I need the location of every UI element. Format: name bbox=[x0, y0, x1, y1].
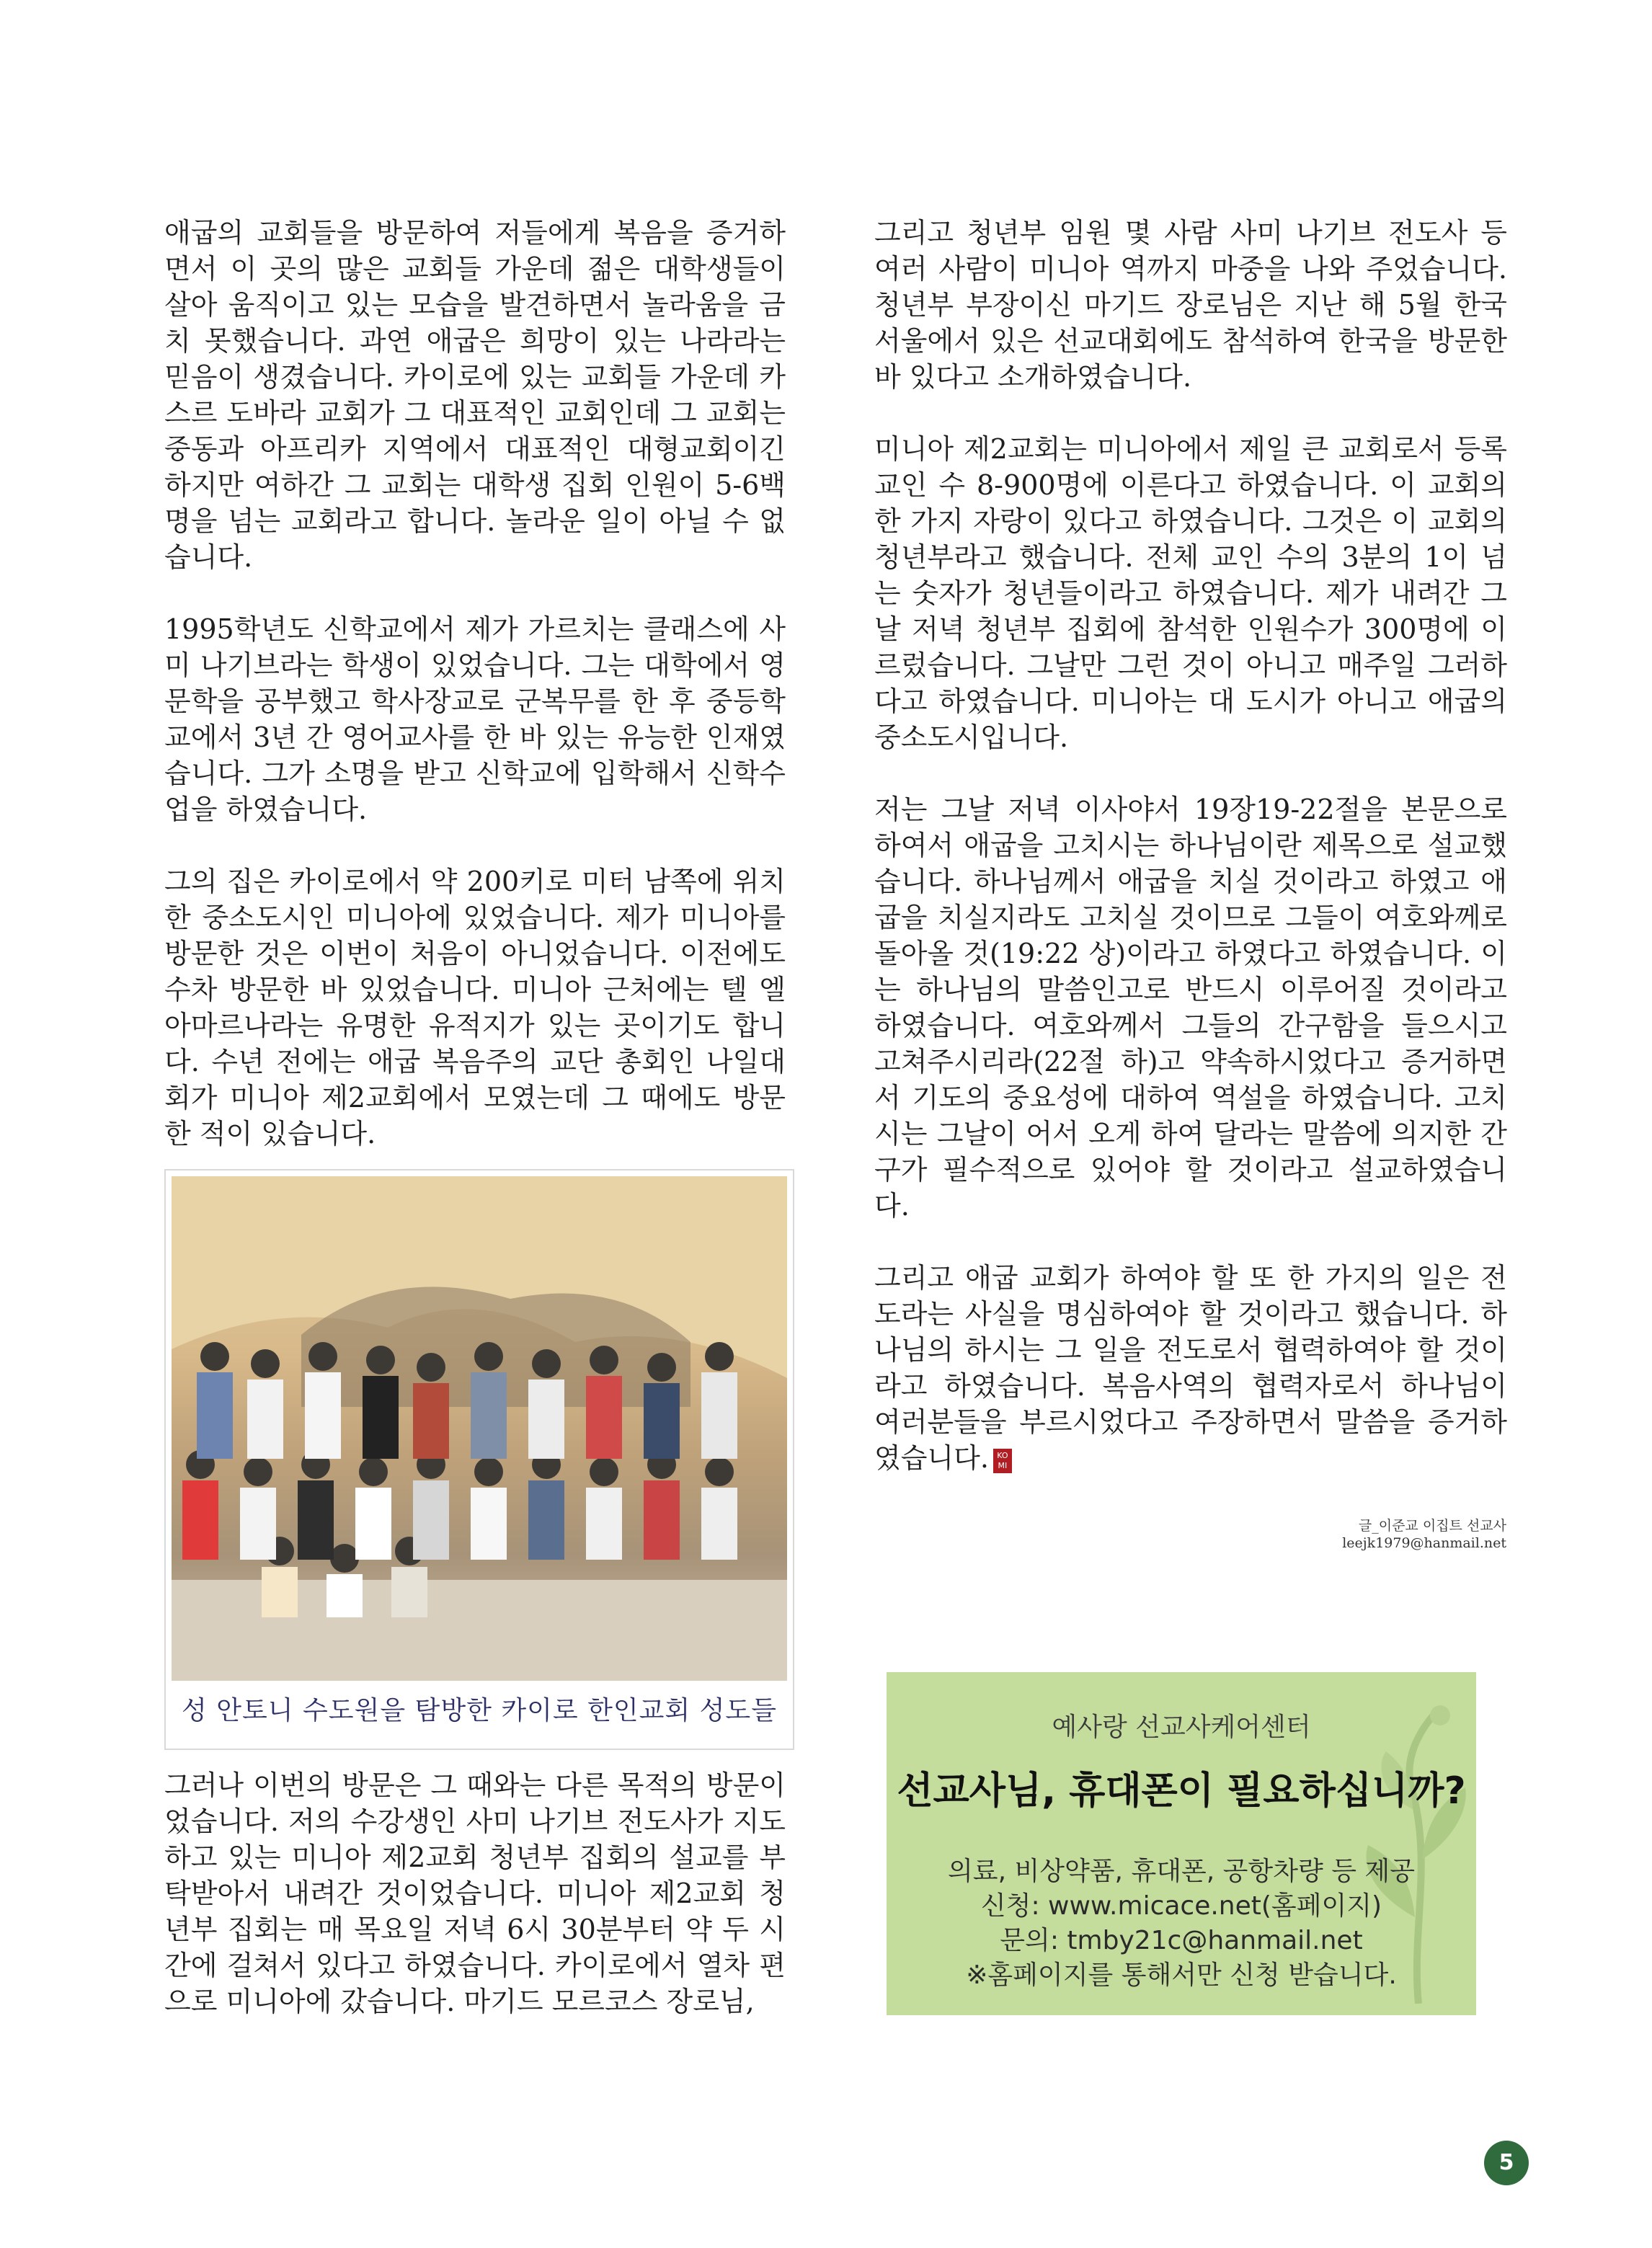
paragraph: 그러나 이번의 방문은 그 때와는 다른 목적의 방문이었습니다. 저의 수강생인 사미 나기브 전도사가 지도하고 있는 미니아 제2교회 청년부 집회의 설교를 부탁받아서 내려간 것이었습니다. 미니아 제2교회 청년부 집회는 매 목요일 저녁 6시 30분부터 약 두 시간에 걸쳐서 있다고 하였습니다. 카이로에서 열차 편으로 미니아에 갔습니다. 마기드 모르코스 장로님, bbox=[164, 1769, 786, 2017]
paragraph: 그의 집은 카이로에서 약 200키로 미터 남쪽에 위치한 중소도시인 미니아에 있었습니다. 제가 미니아를 방문한 것은 이번이 처음이 아니었습니다. 이전에도 수차 방문한 바 있었습니다. 미니아 근처에는 텔 엘 아마르나라는 유명한 유적지가 있는 곳이기도 합니다. 수년 전에는 애굽 복음주의 교단 총회인 나일대회가 미니아 제2교회에서 모였는데 그 때에도 방문한 적이 있습니다. bbox=[164, 866, 786, 1150]
ad-contact-email[interactable]: 문의: tmby21c@hanmail.net bbox=[1000, 1926, 1363, 1955]
page-number: 5 bbox=[1484, 2141, 1529, 2185]
right-column bbox=[874, 215, 1507, 1512]
group-photo-image bbox=[172, 1176, 787, 1681]
ad-organization: 예사랑 선교사케어센터 bbox=[1052, 1712, 1311, 1742]
group-photo bbox=[164, 1169, 794, 1750]
left-column-bottom bbox=[164, 1767, 786, 2056]
photo-illustration bbox=[172, 1176, 787, 1681]
ad-notice: ※홈페이지를 통해서만 신청 받습니다. bbox=[966, 1960, 1397, 1990]
paragraph: 그리고 청년부 임원 몇 사람 사미 나기브 전도사 등 여러 사람이 미니아 역까지 마중을 나와 주었습니다. 청년부 부장이신 마기드 장로님은 지난 해 5월 한국 서울에서 있은 선교대회에도 참석하여 한국을 방문한 바 있다고 소개하였습니다. bbox=[874, 217, 1507, 393]
ad-headline: 선교사님, 휴대폰이 필요하십니까? bbox=[897, 1769, 1466, 1813]
author-signature bbox=[1124, 1517, 1506, 1552]
left-column-top bbox=[164, 215, 786, 1188]
paragraph: 미니아 제2교회는 미니아에서 제일 큰 교회로서 등록교인 수 8-900명에 이른다고 하였습니다. 이 교회의 한 가지 자랑이 있다고 하였습니다. 그것은 이 교회의 청년부라고 했습니다. 전체 교인 수의 3분의 1이 넘는 숫자가 청년들이라고 하였습니다. 제가 내려간 그날 저녁 청년부 집회에 참석한 인원수가 300명에 이르렀습니다. 그날만 그런 것이 아니고 매주일 그러하다고 하였습니다. 미니아는 대 도시가 아니고 애굽의 중소도시입니다. bbox=[874, 433, 1507, 753]
author-email: leejk1979@hanmail.net bbox=[1342, 1535, 1506, 1551]
ad-box bbox=[887, 1672, 1476, 2015]
ad-apply-link[interactable]: 신청: www.micace.net(홈페이지) bbox=[980, 1891, 1382, 1921]
end-mark-icon: KO MI bbox=[993, 1449, 1012, 1473]
ad-services: 의료, 비상약품, 휴대폰, 공항차량 등 제공 bbox=[948, 1857, 1415, 1886]
author-byline: 글_이준교 이집트 선교사 bbox=[1358, 1518, 1506, 1534]
paragraph: 애굽의 교회들을 방문하여 저들에게 복음을 증거하면서 이 곳의 많은 교회들 가운데 젊은 대학생들이 살아 움직이고 있는 모습을 발견하면서 놀라움을 금치 못했습니다. 과연 애굽은 희망이 있는 나라라는 믿음이 생겼습니다. 카이로에 있는 교회들 가운데 카스르 도바라 교회가 그 대표적인 교회인데 그 교회는 중동과 아프리카 지역에서 대표적인 대형교회이긴 하지만 여하간 그 교회는 대학생 집회 인원이 5-6백명을 넘는 교회라고 합니다. 놀라운 일이 아닐 수 없습니다. bbox=[164, 217, 786, 573]
paragraph: 저는 그날 저녁 이사야서 19장19-22절을 본문으로 하여서 애굽을 고치시는 하나님이란 제목으로 설교했습니다. 하나님께서 애굽을 치실 것이라고 하였고 애굽을 치실지라도 고치실 것이므로 그들이 여호와께로 돌아올 것(19:22 상)이라고 하였다고 하였습니다. 이는 하나님의 말씀인고로 반드시 이루어질 것이라고 하였습니다. 여호와께서 그들의 간구함을 들으시고 고쳐주시리라(22절 하)고 약속하시었다고 증거하면서 기도의 중요성에 대하여 역설을 하였습니다. 고치시는 그날이 어서 오게 하여 달라는 말씀에 의지한 간구가 필수적으로 있어야 할 것이라고 설교하였습니다. bbox=[874, 794, 1507, 1222]
paragraph-text: 그리고 애굽 교회가 하여야 할 또 한 가지의 일은 전도라는 사실을 명심하여야 할 것이라고 했습니다. 하나님의 하시는 그 일을 전도로서 협력하여야 할 것이라고 하였습니다. 복음사역의 협력자로서 하나님이 여러분들을 부르시었다고 주장하면서 말씀을 증거하였습니다. bbox=[874, 1262, 1507, 1474]
paragraph: 1995학년도 신학교에서 제가 가르치는 클래스에 사미 나기브라는 학생이 있었습니다. 그는 대학에서 영문학을 공부했고 학사장교로 군복무를 한 후 중등학교에서 3년 간 영어교사를 한 바 있는 유능한 인재였습니다. 그가 소명을 받고 신학교에 입학해서 신학수업을 하였습니다. bbox=[164, 613, 786, 825]
photo-caption: 성 안토니 수도원을 탐방한 카이로 한인교회 성도들 bbox=[182, 1696, 777, 1725]
paragraph bbox=[874, 1260, 1507, 1476]
